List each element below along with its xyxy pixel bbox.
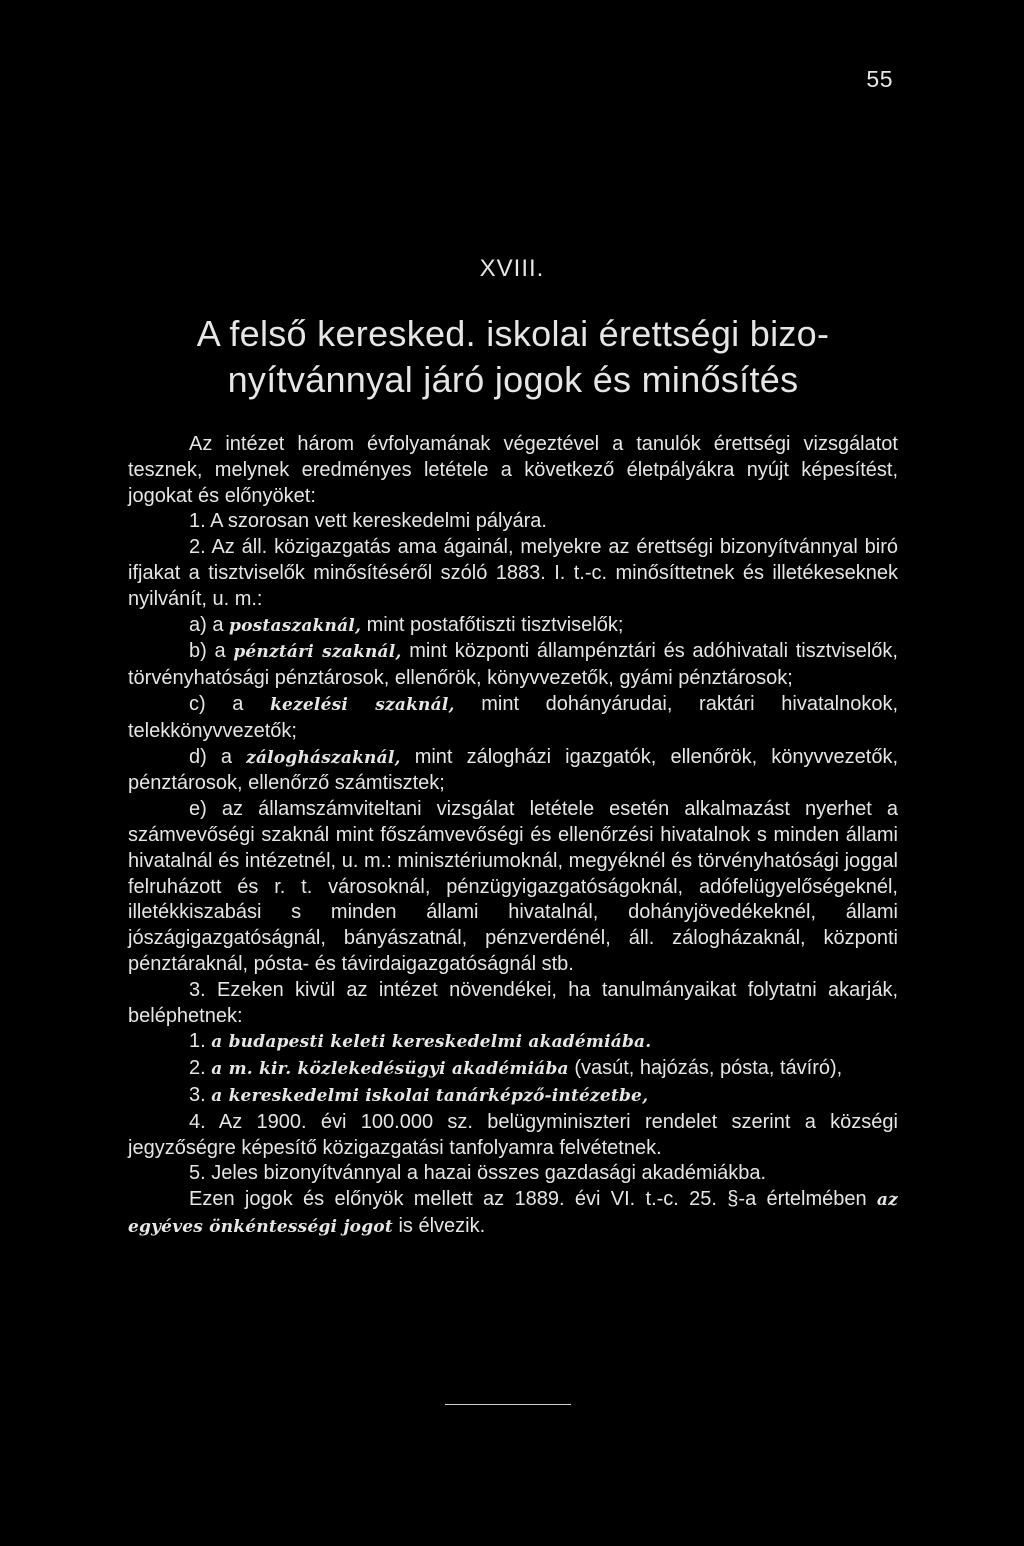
- page-title: [128, 311, 898, 403]
- item-2: 2. Az áll. közigazgatás ama ágainál, melyekre az érettségi bizonyítvánnyal biró ifjakat a tisztviselők minősítéséről szóló 1883. I. t.-c. minősíttetnek és illetékeseknek nyilvánít, u. m.:: [128, 536, 898, 610]
- closing-paragraph: Ezen jogok és előnyök mellett az 1889. évi VI. t.-c. 25. §-a értelmében az egyéves önkéntességi jogot is élvezik.: [128, 1188, 898, 1237]
- item-d: d) a záloghászaknál, mint zálogházi igazgatók, ellenőrök, könyvvezetők, pénztárosok, ellenőrző számtisztek;: [128, 745, 898, 795]
- item-e: e) az államszámviteltani vizsgálat letétele esetén alkalmazást nyerhet a számvevőségi szaknál mint főszámvevőségi és ellenőrzési hivatalnok s minden állami hivatalnál és intézetnél, u. m.: minisztériumoknál, megyéknél és törvényhatósági joggal felruházott és r. t. városoknál, pénzügyigazgatóságoknál, adófelügyelőségeknél, illetékkiszabási s minden állami hivatalnál, dohányjövedékeknél, állami jószágigazgatóságnál, bányászatnál, pénzverdénél, áll. zálogházaknál, központi pénztáraknál, pósta- és távirdaigazgatóságnál stb.: [128, 798, 898, 975]
- end-rule: [445, 1404, 571, 1405]
- item-a: a) a postaszaknál, mint postafőtiszti tisztviselők;: [189, 613, 624, 636]
- chapter-heading: XVIII.: [479, 255, 545, 282]
- title-line-2: nyítvánnyal járó jogok és minősítés: [227, 359, 799, 400]
- school-5: 5. Jeles bizonyítvánnyal a hazai összes gazdasági akadémiákba.: [189, 1162, 767, 1185]
- item-1: 1. A szorosan vett kereskedelmi pályára.: [189, 510, 547, 533]
- school-1: 1. a budapesti keleti kereskedelmi akadémiába.: [189, 1030, 652, 1053]
- body-text: [128, 432, 898, 1241]
- item-b: b) a pénztári szaknál, mint központi állampénztári és adóhivatali tisztviselők, törvényhatósági pénztárosok, ellenőrök, könyvvezetők, gyámi pénztárosok;: [128, 640, 898, 690]
- title-line-1: A felső keresked. iskolai érettségi bizo-: [196, 313, 830, 354]
- item-3: 3. Ezeken kivül az intézet növendékei, ha tanulmányaikat folytatni akarják, beléphetnek:: [128, 978, 898, 1027]
- school-3: 3. a kereskedelmi iskolai tanárképző-intézetbe,: [189, 1083, 649, 1106]
- intro-paragraph: Az intézet három évfolyamának végeztével a tanulók érettségi vizsgálatot tesznek, melynek eredményes letétele a következő életpályákra nyújt képesítést, jogokat és előnyöket:: [128, 433, 898, 507]
- item-c: c) a kezelési szaknál, mint dohányárudai, raktári hivatalnokok, telekkönyvvezetők;: [128, 692, 898, 742]
- page-number: 55: [866, 66, 893, 92]
- school-2: 2. a m. kir. közlekedésügyi akadémiába (vasút, hajózás, pósta, távíró),: [189, 1057, 843, 1080]
- school-4: 4. Az 1900. évi 100.000 sz. belügyminiszteri rendelet szerint a községi jegyzőségre képesítő közigazgatási tanfolyamra felvétetnek.: [128, 1110, 898, 1159]
